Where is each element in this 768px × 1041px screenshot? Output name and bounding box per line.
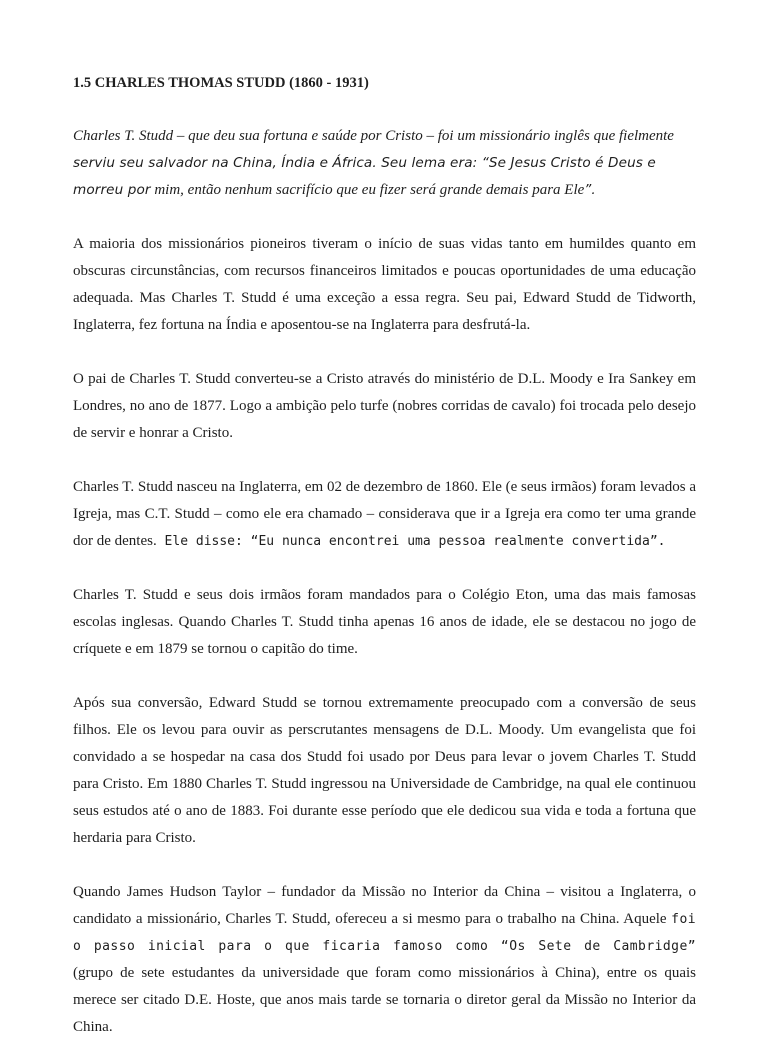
paragraph-cambridge-typed: foi o passo inicial para o que ficaria famoso como “Os Sete de Cambridge” [73, 912, 697, 954]
intro-tail-quote: ”. [584, 182, 596, 198]
paragraph-cambridge-seven [73, 879, 696, 1041]
intro-paragraph [73, 123, 696, 204]
intro-serif-text: Charles T. Studd – que deu sua fortuna e saúde por Cristo – foi um missionário inglês que fielmente [73, 128, 674, 144]
paragraph-birth-text: Charles T. Studd nasceu na Inglaterra, em 02 de dezembro de 1860. Ele (e seus irmãos) foram levados a Igreja, mas C.T. Studd – como ele era chamado – considerava que ir a Igreja era como ter uma grande dor de dentes. [73, 479, 696, 549]
intro-motto-text: serviu seu salvador na China, Índia e África. Seu lema era: “Se Jesus Cristo é Deus e morreu por [73, 155, 656, 198]
paragraph-cambridge-end: (grupo de sete estudantes da universidade que foram como missionários à China), entre os quais merece ser citado D.E. Hoste, que anos mais tarde se tornaria o diretor geral da Missão no Interior da China. [73, 965, 696, 1035]
paragraph-birth-quote: Ele disse: “Eu nunca encontrei uma pessoa realmente convertida”. [156, 534, 666, 549]
paragraph-conversion: Após sua conversão, Edward Studd se tornou extremamente preocupado com a conversão de seus filhos. Ele os levou para ouvir as perscrutantes mensagens de D.L. Moody. Um evangelista que foi convidado a se hospedar na casa dos Studd foi usado por Deus para levar o jovem Charles T. Studd para Cristo. Em 1880 Charles T. Studd ingressou na Universidade de Cambridge, na qual ele continuou seus estudos até o ano de 1883. Foi durante esse período que ele dedicou sua vida e toda a fortuna que herdaria para Cristo. [73, 695, 696, 846]
paragraph-eton: Charles T. Studd e seus dois irmãos foram mandados para o Colégio Eton, uma das mais famosas escolas inglesas. Quando Charles T. Studd tinha apenas 16 anos de idade, ele se destacou no jogo de críquete e em 1879 se tornou o capitão do time. [73, 587, 696, 657]
paragraph-birth [73, 474, 696, 555]
section-heading: 1.5 CHARLES THOMAS STUDD (1860 - 1931) [73, 75, 369, 91]
paragraph-cambridge-start: Quando James Hudson Taylor – fundador da Missão no Interior da China – visitou a Inglaterra, o candidato a missionário, Charles T. Studd, ofereceu a si mesmo para o trabalho na China. Aquele [73, 884, 696, 927]
paragraph-background: A maioria dos missionários pioneiros tiveram o início de suas vidas tanto em humildes quanto em obscuras circunstâncias, com recursos financeiros limitados e poucas oportunidades de uma educação adequada. Mas Charles T. Studd é uma exceção a essa regra. Seu pai, Edward Studd de Tidworth, Inglaterra, fez fortuna na Índia e aposentou-se na Inglaterra para desfrutá-la. [73, 236, 696, 333]
paragraph-father-conversion: O pai de Charles T. Studd converteu-se a Cristo através do ministério de D.L. Moody e Ira Sankey em Londres, no ano de 1877. Logo a ambição pelo turfe (nobres corridas de cavalo) foi trocada pelo desejo de servir e honrar a Cristo. [73, 371, 696, 441]
intro-tail-text: mim, então nenhum sacrifício que eu fizer será grande demais para Ele [154, 182, 585, 198]
